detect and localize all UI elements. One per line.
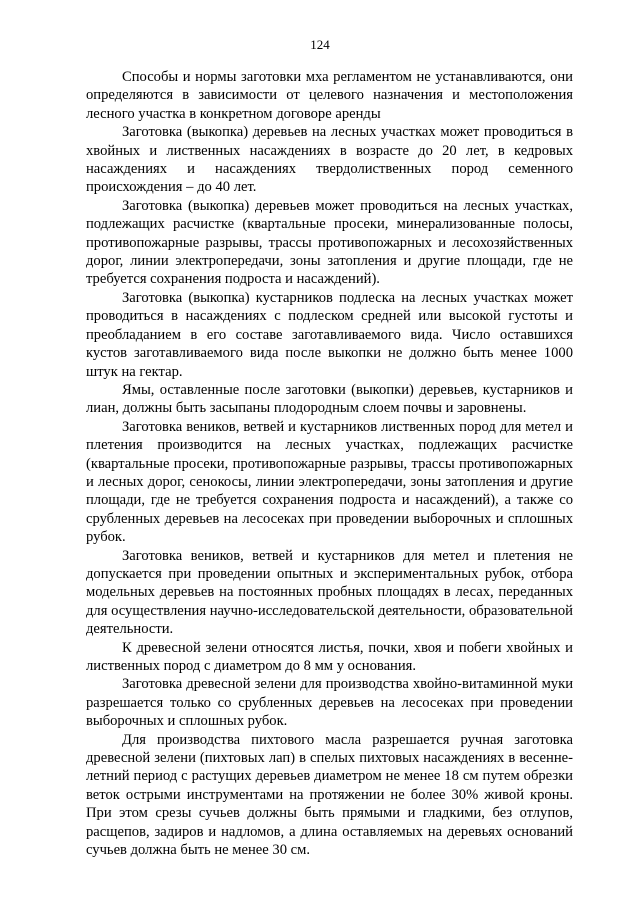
paragraph-moss-harvesting: Способы и нормы заготовки мха регламентом не устанавливаются, они определяются в зависимости от целевого назначения и местоположения лесного участка в конкретном договоре аренды [86,69,573,122]
paragraph-shrub-digging: Заготовка (выкопка) кустарников подлеска на лесных участках может проводиться в насаждениях с подлеском средней или высокой густоты и преобладанием в его составе заготавливаемого вида. Число оставшихся кустов заготавливаемого вида после выкопки не должно быть менее 1000 штук на гектар. [86,289,573,380]
paragraph-tree-greenery-definition: К древесной зелени относятся листья, почки, хвоя и побеги хвойных и лиственных пород с диаметром до 8 мм у основания. [86,639,573,674]
paragraph-tree-digging-clearing: Заготовка (выкопка) деревьев может проводиться на лесных участках, подлежащих расчистке (квартальные просеки, минерализованные полосы, противопожарные разрывы, трассы противопожарных и лесохозяйственных дорог, линии электропередачи, зоны затопления и другие площади, где не требуется сохранения подроста и насаждений). [86,197,573,288]
paragraph-brooms-harvesting: Заготовка веников, ветвей и кустарников лиственных пород для метел и плетения производится на лесных участках, подлежащих расчистке (квартальные просеки, противопожарные разрывы, трассы противопожарных и лесных дорог, сенокосы, линии электропередачи, зоны затопления и другие площади, где не требуется сохранения подроста и насаждений), а также со срубленных деревьев на лесосеках при проведении выборочных и сплошных рубок. [86,418,573,546]
paragraph-tree-digging-age: Заготовка (выкопка) деревьев на лесных участках может проводиться в хвойных и лиственных насаждениях в возрасте до 20 лет, в кедровых насаждениях и насаждениях твердолиственных пород семенного происхождения – до 40 лет. [86,124,573,196]
paragraph-brooms-restrictions: Заготовка веников, ветвей и кустарников для метел и плетения не допускается при проведении опытных и экспериментальных рубок, отбора модельных деревьев на постоянных пробных площадях в лесах, переданных для осуществления научно-исследовательской деятельности, образовательной деятельности. [86,547,573,638]
page-number: 124 [310,37,330,52]
paragraph-pits-backfill: Ямы, оставленные после заготовки (выкопки) деревьев, кустарников и лиан, должны быть засыпаны плодородным слоем почвы и заровнены. [86,381,573,417]
paragraph-fir-oil: Для производства пихтового масла разрешается ручная заготовка древесной зелени (пихтовых лап) в спелых пихтовых насаждениях в весенне-летний период с растущих деревьев диаметром не менее 18 см путем обрезки веток острыми инструментами на протяжении не более 30% живой кроны. При этом срезы сучьев должны быть прямыми и гладкими, без отлупов, расщепов, задиров и надломов, а длина оставляемых на деревьях оснований сучьев должна быть не менее 30 см. [86,731,573,859]
paragraph-vitamin-flour: Заготовка древесной зелени для производства хвойно-витаминной муки разрешается только со срубленных деревьев на лесосеках при проведении выборочных и сплошных рубок. [86,676,573,730]
page-body [86,68,573,859]
